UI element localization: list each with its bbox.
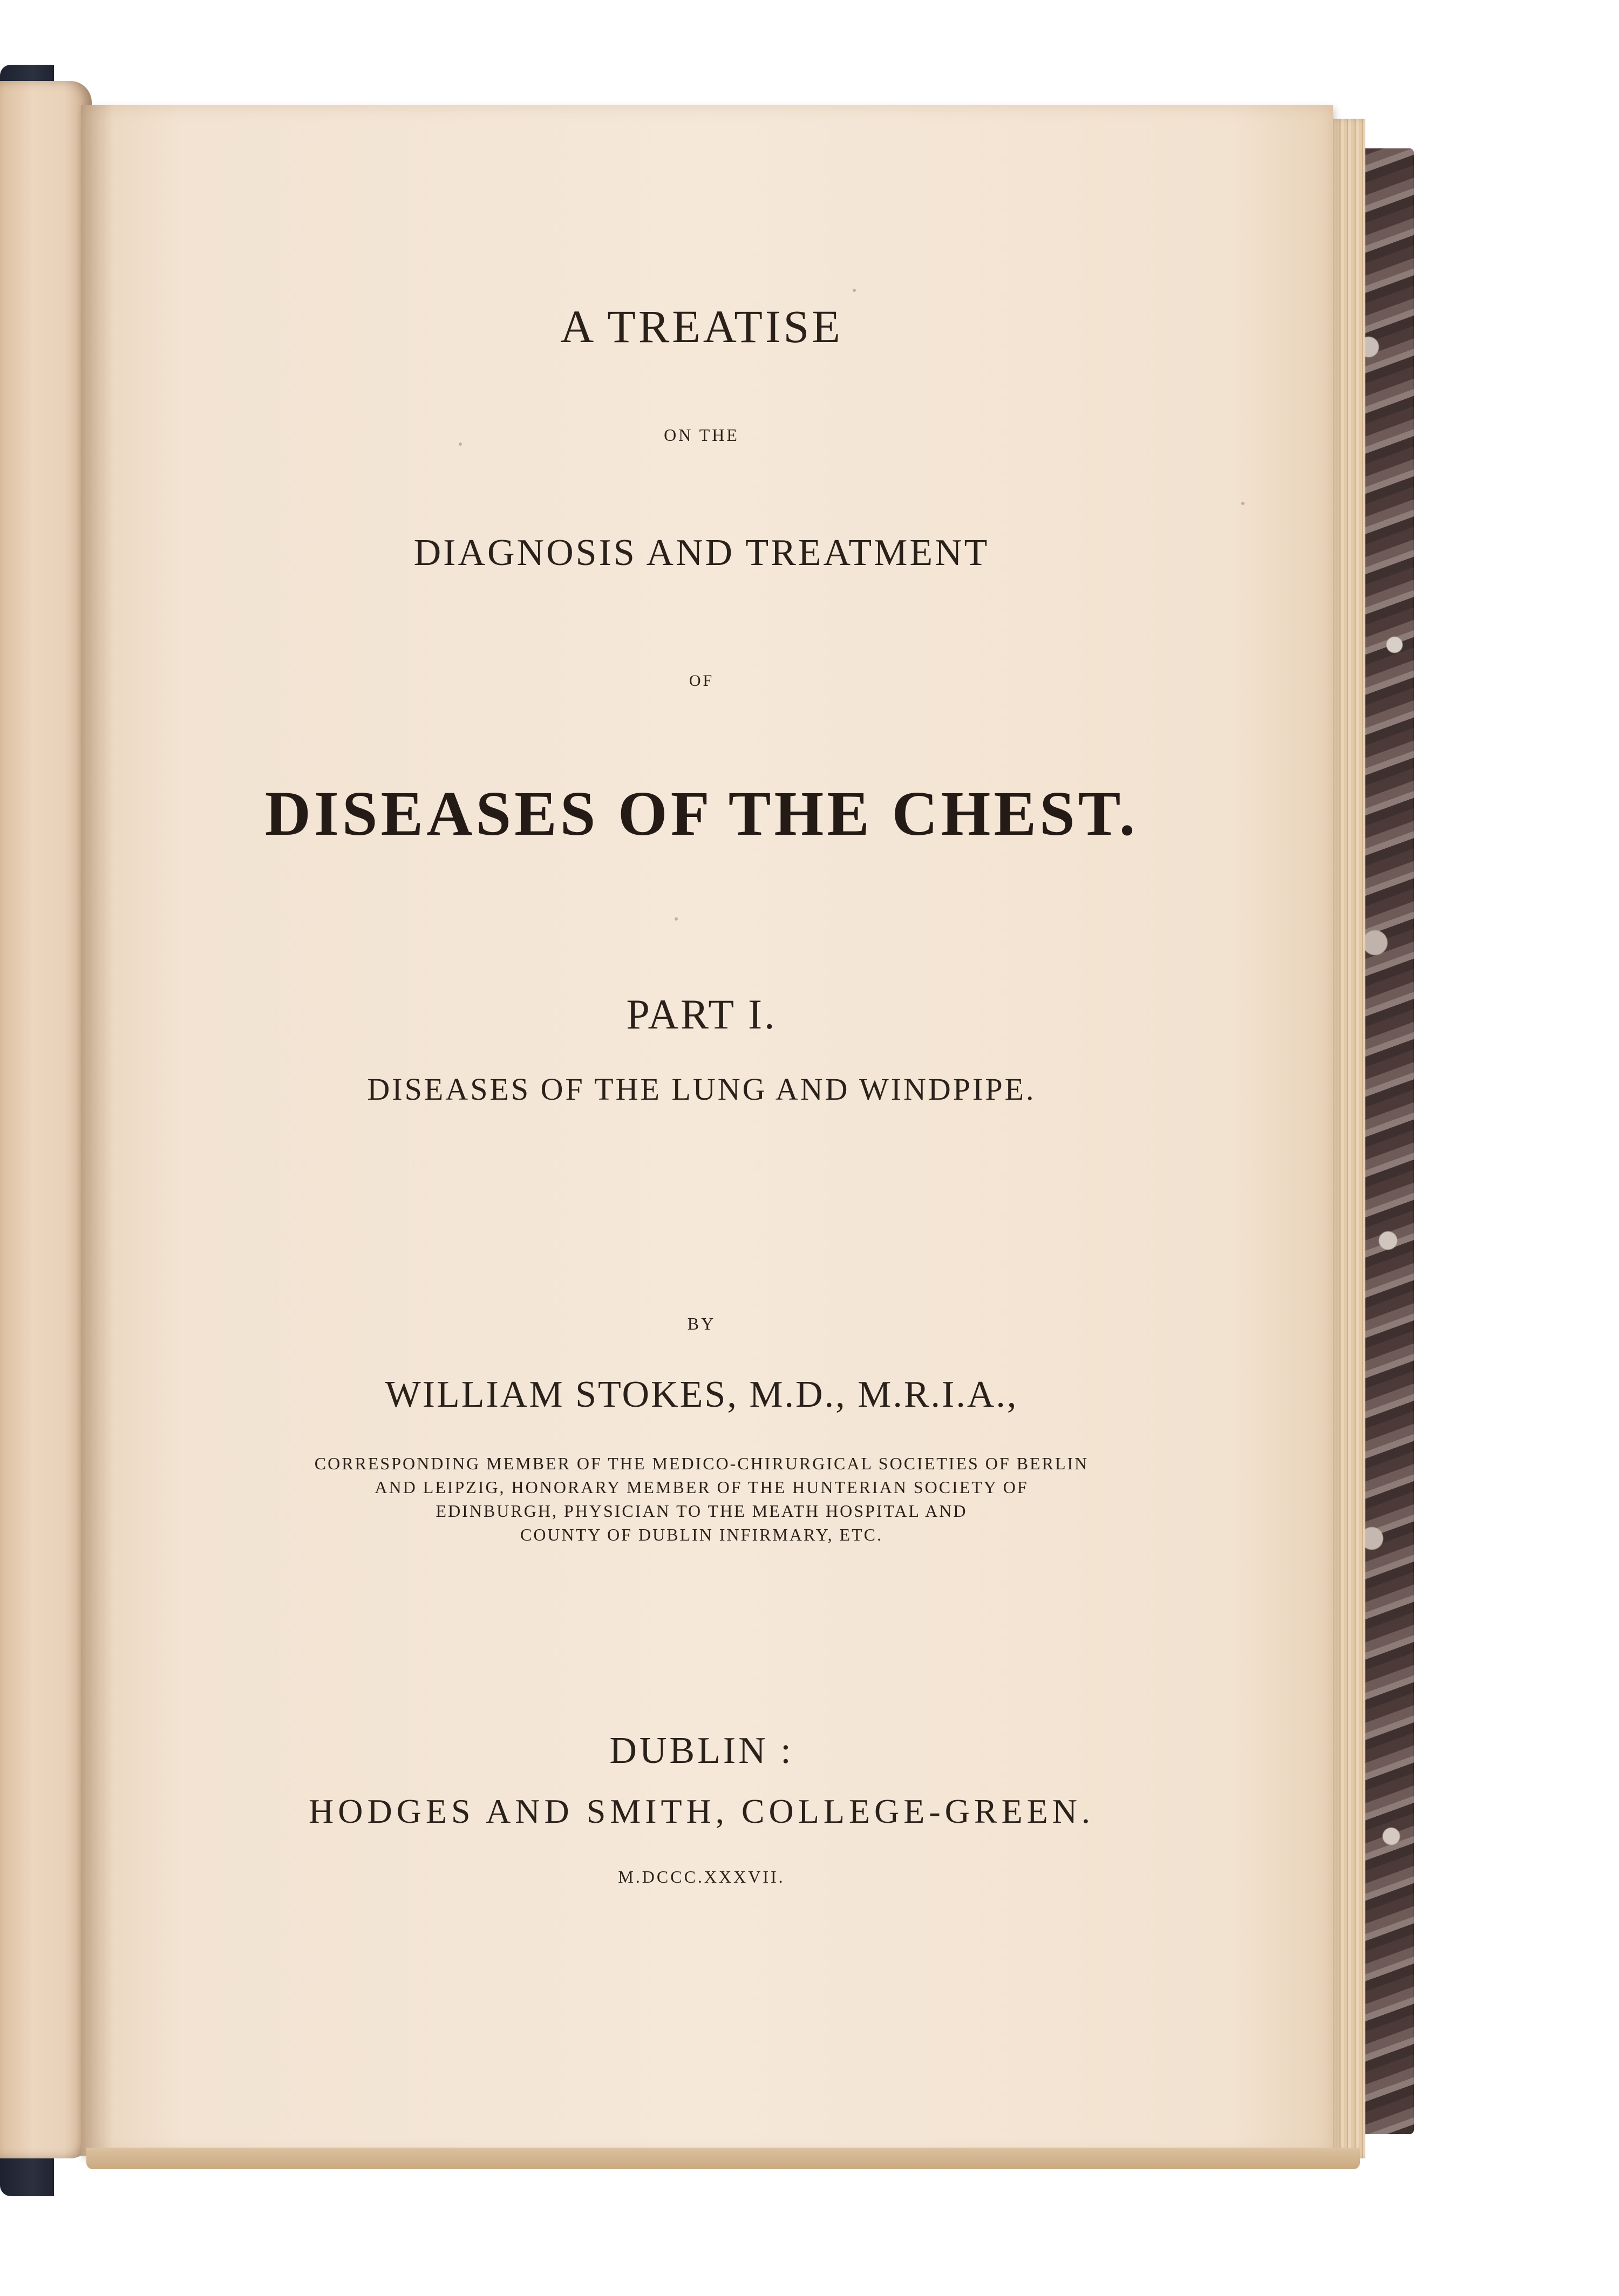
publication-place: DUBLIN : xyxy=(609,1730,794,1772)
paper-fleck xyxy=(1241,502,1244,505)
title-page-text xyxy=(162,0,1241,2296)
book-title: A TREATISE xyxy=(560,301,843,352)
publisher: HODGES AND SMITH, COLLEGE-GREEN. xyxy=(309,1792,1094,1830)
part-heading: PART I. xyxy=(626,991,777,1038)
author-credentials-line: EDINBURGH, PHYSICIAN TO THE MEATH HOSPITAL AND xyxy=(436,1501,968,1521)
book-subject: DIAGNOSIS AND TREATMENT xyxy=(413,532,990,574)
author-credentials-line: COUNTY OF DUBLIN INFIRMARY, ETC. xyxy=(520,1525,883,1544)
title-connector-of: OF xyxy=(689,672,715,690)
left-page xyxy=(0,81,92,2158)
publication-year: M.DCCC.XXXVII. xyxy=(618,1867,785,1886)
gutter-shadow xyxy=(81,105,113,2156)
part-subtitle: DISEASES OF THE LUNG AND WINDPIPE. xyxy=(367,1072,1036,1107)
title-connector-on-the: ON THE xyxy=(664,425,739,445)
author-credentials-line: CORRESPONDING MEMBER OF THE MEDICO-CHIRURGICAL SOCIETIES OF BERLIN xyxy=(314,1454,1089,1473)
by-line: BY xyxy=(687,1314,716,1333)
main-title: DISEASES OF THE CHEST. xyxy=(264,778,1139,849)
author-credentials-line: AND LEIPZIG, HONORARY MEMBER OF THE HUNTERIAN SOCIETY OF xyxy=(375,1477,1029,1497)
author-name: WILLIAM STOKES, M.D., M.R.I.A., xyxy=(385,1374,1018,1415)
